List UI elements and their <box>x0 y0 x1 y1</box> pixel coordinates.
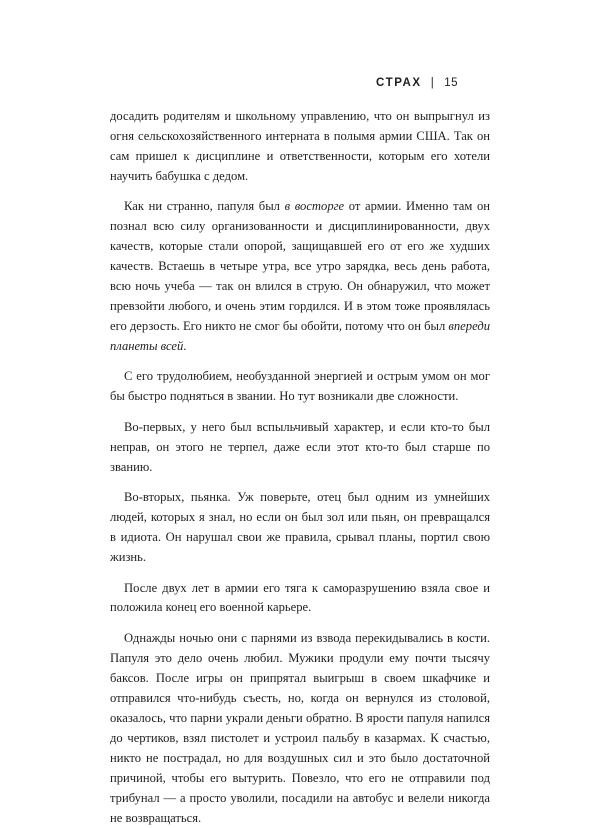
emphasized-text: в восторге <box>284 199 345 214</box>
page-number: 15 <box>444 77 459 89</box>
text-run: Однажды ночью они с парнями из взвода перекидывались в кости. Папуля это дело очень любил. Мужики продули ему почти тысячу баксов. После игры он припрятал выигрыш в своем шкафчике и отправился что-нибудь съесть, но, когда он вернулся из столовой, оказалось, что парни украли деньги обратно. В ярости папуля напился до чертиков, взял пистолет и устроил пальбу в казармах. К счастью, никто не пострадал, но для воздушных сил и это было достаточной причиной, чтобы его вытурить. Повезло, что его не отправили под трибунал — а просто уволили, посадили на автобус и велели никогда не возвращаться. <box>110 630 490 825</box>
text-run: Как ни странно, папуля был <box>124 199 285 214</box>
paragraph <box>110 367 490 407</box>
body-text <box>110 107 490 828</box>
paragraph <box>110 579 490 619</box>
text-run: После двух лет в армии его тяга к саморазрушению взяла свое и положила конец его военной карьере. <box>110 580 490 615</box>
text-run: Во-первых, у него был вспыльчивый характер, и если кто-то был неправ, он этого не терпел, даже если этот кто-то был старше по званию. <box>110 419 490 474</box>
text-run: от армии. Именно там он познал всю силу организованности и дисциплинированности, двух качеств, которые стали опорой, защищавшей его от его же худших качеств. Встаешь в четыре утра, все утро зарядка, весь день работа, всю ночь учеба — так он влился в струю. Он обнаружил, что может превзойти любого, и очень этим гордился. И в этом тоже проявлялась его дерзость. Его никто не смог бы обойти, потому что он был <box>110 199 490 334</box>
header-separator: | <box>430 77 436 89</box>
running-head <box>376 77 458 89</box>
text-run: . <box>183 338 187 353</box>
paragraph <box>110 197 490 357</box>
chapter-title: СТРАХ <box>376 77 422 89</box>
text-run: Во-вторых, пьянка. Уж поверьте, отец был одним из умнейших людей, которых я знал, но если он был зол или пьян, он превращался в идиота. Он нарушал свои же правила, срывал планы, портил свою жизнь. <box>110 490 490 565</box>
paragraph <box>110 107 490 187</box>
text-run: С его трудолюбием, необузданной энергией и острым умом он мог бы быстро подняться в звании. Но тут возникали две сложности. <box>110 369 490 404</box>
paragraph <box>110 629 490 828</box>
text-run: досадить родителям и школьному управлению, что он выпрыгнул из огня сельскохозяйственного интерната в полымя армии США. Так он сам пришел к дисциплине и ответственности, которым его хотели научить бабушка с дедом. <box>110 109 490 183</box>
paragraph <box>110 488 490 568</box>
emphasized-text: впереди планеты всей <box>110 319 491 353</box>
paragraph <box>110 418 490 478</box>
